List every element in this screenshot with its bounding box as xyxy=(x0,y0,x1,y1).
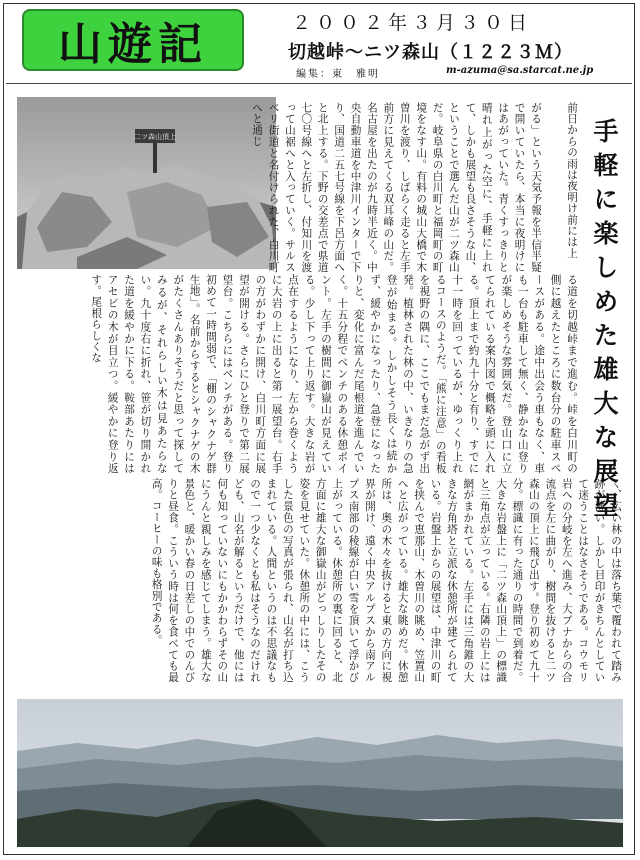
article-headline: 手軽に楽しめた雄大な展望 xyxy=(590,118,619,526)
editor-email[interactable]: m-azuma@sa.starcat.ne.jp xyxy=(446,65,594,76)
article-text-col1: 前日からの雨は夜明け前には上 xyxy=(566,102,578,259)
summit-photo xyxy=(17,97,276,269)
article-text-col3: る道を切越峠まで進む。峠を白川町の側に越えたところに数台分の駐車スペースがある。途中出会う車もなく、車も一台も駐車して無く、静かな山登りが楽しめそうな雰囲気だ。登山口に立てられている案内図で概略を頭に入れる。頂上まで約九十分と有り、すでに十一時を回っているが、ゆっくり上れるコースのようだ。「熊に注意」の看板を視野の隅に、ここでもまだ急がず出発。植林された林の中、いきなりの急登が始まる。しかしそう長くは続かず、緩やかになったり、急登になったりと、変化に富んだ尾根道を進んでいく。十五分程でベンチのある休憩ポイント。左手の樹間に御嶽山が見えている。少し下って上り返す。大きな岩が点在するようになり、左から巻くように大岩の上に出ると第一展望台。右手の方がわずかに開け、白川町方面に展望が開ける。さらにひと登りで第二展望台。こちらにはベンチがある。登り初めて一時間弱で、「棚のシャクナゲ群生地」。名前からするとシャクナゲの木がたくさんありそうだと思って探してみるが、それらしい木は見あたらない。九十度右に折れ、笹が切り開かれた道を緩やかに下る。鞍部あたりにはアセビの木が目立つ。緩やかに登り返す。尾根らしくな xyxy=(90,274,578,474)
summit-sign-text: 二ツ森山頂上 xyxy=(134,133,176,141)
route-title: 切越峠～ニツ森山（１２２３Ｍ） xyxy=(288,42,573,63)
panorama-photo xyxy=(17,699,623,847)
logo-text: 山遊記 xyxy=(58,19,208,70)
article-text-col4: く、広い林の中は落ち葉で覆われて踏み跡が薄い。しかし目印がきちんとしていて迷うことはなさそうである。コウモリ岩への分岐を左へ進み、大ブナからの合流点を左に曲がり、樹間を抜けると二ツ森山の頂上に飛び出す。登り初めて九十分。標識に有った通りの時間で到着だ。大きな岩盤上に「二ツ森山頂上」の標識と三角点が立っている。右隣の岩上には網がまかれている。左手には三角錐の大きな方角塔と立派な休憩所が建てられている。岩盤上からの展望は、中津川の町を挟んで恵那山、木曽川の眺め、笠置山へと広がっている。雄大な眺めだ。休憩所は、奥の木々を抜けると東の方向に視界が開け、遠く中央アルプスから南アルプス南部の稜線が白い雪を頂いて浮かび上がっている。休憩所の裏に回ると、北方面に雄大な御嶽山がどっしりしたその姿を見せていた。休憩所の中には、こうした景色の写真が張られ、山名が打ち込まれている。人間というのは不思議なもので一つ少なくとも私はそうなのだけれども、山名が解るというだけで、他には何も知っていないにもかかわらずその山にうんと親しみを感じてしまう。雄大な景色と、暖かい春の日差しの中でのんびりと昼食。こういう時は何を食べても最高。コーヒーの味も格別である。 xyxy=(150,478,622,683)
header-divider xyxy=(6,83,632,84)
issue-date: ２００２年３月３０日 xyxy=(292,12,533,34)
article-text-col2: がる」という天気予報を半信半疑で開いていたら、本当に夜明けにはあがっていた。青くすっきりと晴れ上がった空に、手軽に上れて、しかも展望も良さそうな山、ということで選んだ山が二ツ森山だ。岐阜県の白川町と福岡町の町境をなす山。有料の城山大橋で木曽川を渡り、しばらく走ると左手前方に見えてくる双耳峰の山だ。名古屋を出たのが九時半近く。中央自動車道を中津川インターで下り、国道二五七号線を下呂方面へと北上する。下野の交差点で県道七〇号線へと左折し、付知川を渡って山裾へと入っていく。サルスベリ街道と名付けられた、白川町へと通じ xyxy=(251,102,542,273)
editor-credit: 編集：東 雅明 xyxy=(296,69,380,80)
summit-rocks-image xyxy=(17,97,276,269)
mountain-panorama-image xyxy=(17,699,623,847)
newsletter-logo xyxy=(22,9,244,71)
